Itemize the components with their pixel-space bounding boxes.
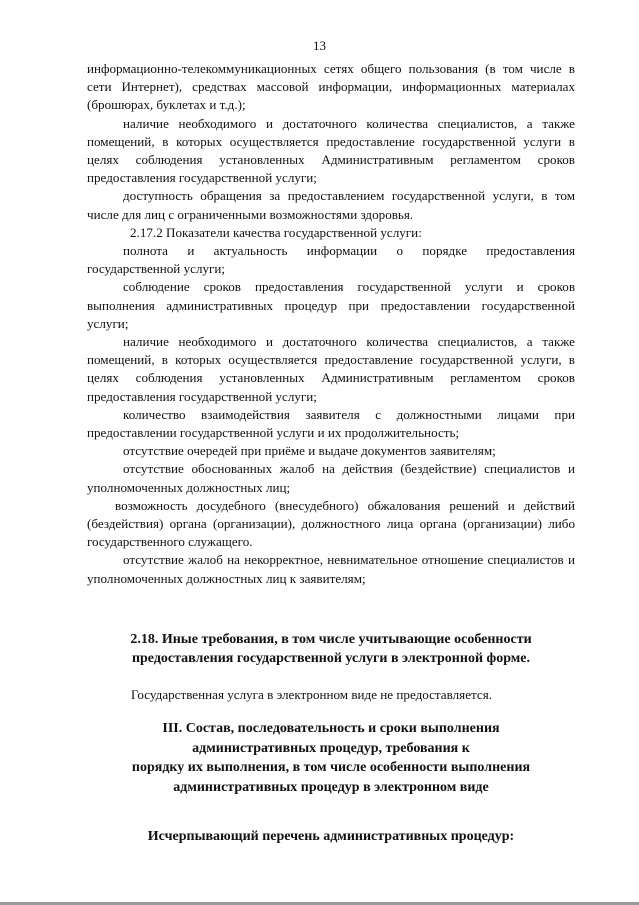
- heading-2-18: [87, 630, 575, 668]
- exhaustive-list-heading: Исчерпывающий перечень административных процедур:: [147, 829, 515, 844]
- paragraph-accessibility: доступность обращения за предоставлением государственной услуги, в том числе для лиц с ограниченными возможностями здоровья.: [87, 188, 575, 222]
- paragraph-appeal-possibility: возможность досудебного (внесудебного) обжалования решений и действий (бездействия) органа (организации), должностного лица органа (организации) либо государственного служащего.: [87, 497, 575, 550]
- subheading-2-17-2: 2.17.2 Показатели качества государственной услуги:: [130, 224, 422, 240]
- paragraph-specialists-premises-quality: наличие необходимого и достаточного количества специалистов, а также помещений, в которых осуществляется предоставление государственной услуги, в целях соблюдения установленных Административным регламентом сроков предоставления государственной услуги;: [87, 334, 575, 404]
- paragraph-no-queues: отсутствие очередей при приёме и выдаче документов заявителям;: [123, 443, 496, 459]
- paragraph-deadlines: соблюдение сроков предоставления государственной услуги и сроков выполнения административных процедур при предоставлении государственной услуги;: [87, 279, 575, 331]
- section-iii-line2: административных процедур, требования к: [192, 740, 470, 756]
- not-provided-statement: Государственная услуга в электронном виде не предоставляется.: [131, 687, 492, 702]
- page-number: 13: [313, 38, 326, 53]
- section-2-17-text: [87, 60, 575, 588]
- paragraph-completeness: полнота и актуальность информации о порядке предоставления государственной услуги;: [87, 243, 575, 277]
- section-iii-heading: [87, 719, 575, 797]
- heading-2-18-line2: предоставления государственной услуги в электронной форме.: [131, 651, 531, 666]
- section-iii-line4: административных процедур в электронном виде: [173, 779, 489, 795]
- heading-2-18-line1: 2.18. Иные требования, в том числе учитывающие особенности: [130, 632, 532, 647]
- section-iii-line1: III. Состав, последовательность и сроки выполнения: [162, 721, 500, 736]
- section-iii-line3: порядку их выполнения, в том числе особенности выполнения: [131, 760, 531, 775]
- paragraph-information-channels: информационно-телекоммуникационных сетях общего пользования (в том числе в сети Интернет), средствах массовой информации, информационных материалах (брошюрах, буклетах и т.д.);: [87, 61, 575, 113]
- paragraph-no-incorrect-attitude: отсутствие жалоб на некорректное, невнимательное отношение специалистов и уполномоченных должностных лиц к заявителям;: [87, 552, 575, 586]
- paragraph-no-complaints: отсутствие обоснованных жалоб на действия (бездействие) специалистов и уполномоченных должностных лиц;: [87, 461, 575, 495]
- paragraph-specialists-premises: наличие необходимого и достаточного количества специалистов, а также помещений, в которых осуществляется предоставление государственной услуги в целях соблюдения установленных Административным регламентом сроков предоставления государственной услуги;: [87, 115, 575, 186]
- paragraph-interactions: количество взаимодействия заявителя с должностными лицами при предоставлении государственной услуги и их продолжительность;: [87, 406, 575, 441]
